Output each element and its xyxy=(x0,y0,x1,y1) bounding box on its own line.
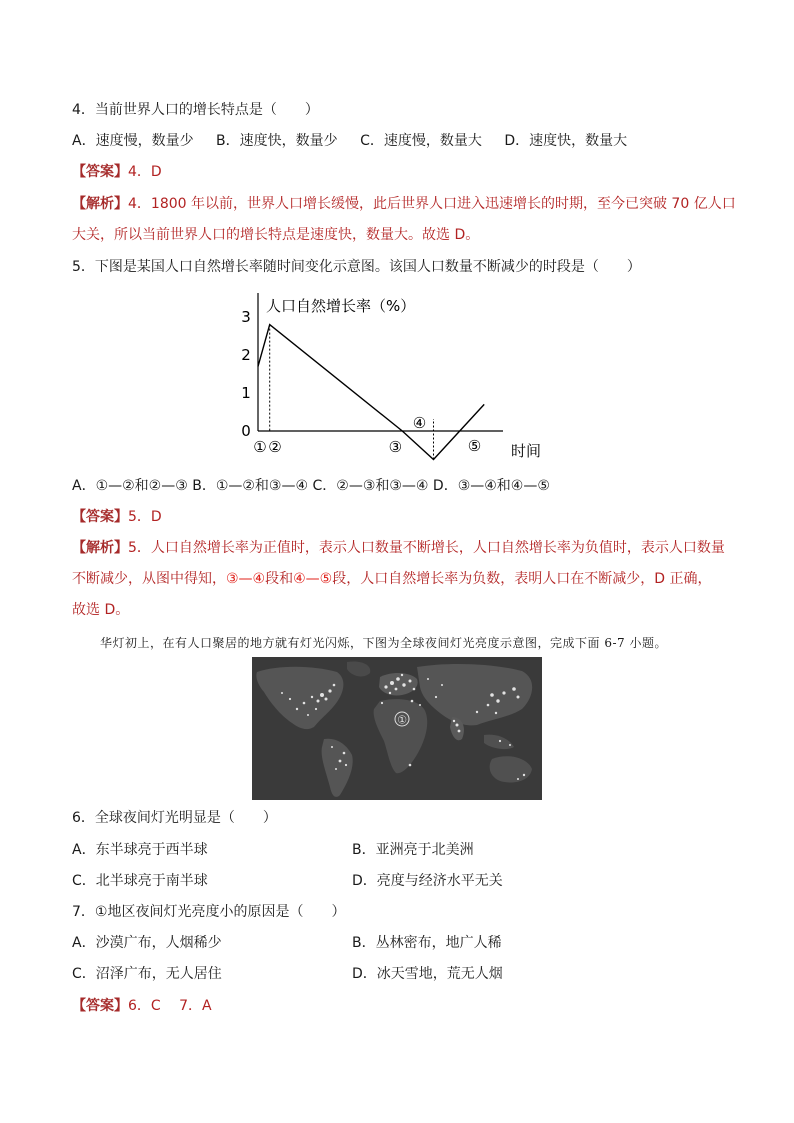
q6-option-a[interactable]: A．东半球亮于西半球 xyxy=(72,842,208,858)
x-axis-label: 时间 xyxy=(511,442,542,460)
q5-analysis-1 xyxy=(72,538,725,558)
q6-7-answer xyxy=(72,996,212,1016)
q5-analysis-3: 故选 D。 xyxy=(72,602,130,618)
q5-options: A．①—②和②—③ B．①—②和③—④ C．②—③和③—④ D．③—④和④—⑤ xyxy=(72,478,550,494)
q5-question: 5．下图是某国人口自然增长率随时间变化示意图。该国人口数量不断减少的时段是（ ） xyxy=(72,259,641,275)
growth-rate-line xyxy=(258,325,484,460)
q4-analysis-1 xyxy=(72,194,736,214)
map-marker-label: ① xyxy=(397,713,407,727)
q5-period-3-4: ③—④ xyxy=(226,571,266,587)
y-tick-label: 3 xyxy=(241,308,251,326)
q4-analysis-text: 4．1800 年以前，世界人口增长缓慢，此后世界人口进入迅速增长的时期，至今已突破 70 亿人口 xyxy=(128,196,736,212)
y-tick-label: 2 xyxy=(241,346,251,364)
point-label: ④ xyxy=(412,414,427,432)
q7-option-d[interactable]: D．冰天雪地，荒无人烟 xyxy=(352,966,503,982)
q6-option-b[interactable]: B．亚洲亮于北美洲 xyxy=(352,842,474,858)
q5-analysis-text: 5．人口自然增长率为正值时，表示人口数量不断增长，人口自然增长率为负值时，表示人口数量 xyxy=(128,540,725,556)
q6-option-c[interactable]: C．北半球亮于南半球 xyxy=(72,873,208,889)
q4-option-b[interactable]: B．速度快，数量少 xyxy=(216,133,338,149)
night-lights-world-map xyxy=(252,657,542,800)
q7-option-a[interactable]: A．沙漠广布，人烟稀少 xyxy=(72,935,222,951)
answer-tag: 【答案】 xyxy=(72,509,128,525)
point-label: ⑤ xyxy=(467,437,482,455)
point-label: ② xyxy=(268,438,282,456)
q4-analysis-2: 大关，所以当前世界人口的增长特点是速度快，数量大。故选 D。 xyxy=(72,227,480,243)
q4-option-c[interactable]: C．速度慢，数量大 xyxy=(360,133,482,149)
answer-tag: 【答案】 xyxy=(72,998,128,1014)
q4-option-a[interactable]: A．速度慢，数量少 xyxy=(72,133,194,149)
q4-question: 4．当前世界人口的增长特点是（ ） xyxy=(72,102,319,118)
y-tick-label: 0 xyxy=(241,422,251,440)
q6-question: 6．全球夜间灯光明显是（ ） xyxy=(72,810,277,826)
point-label: ① xyxy=(253,438,267,456)
q5-answer xyxy=(72,507,162,527)
analysis-tag: 【解析】 xyxy=(72,540,128,556)
population-growth-chart xyxy=(235,285,555,465)
q5-period-4-5: ④—⑤ xyxy=(293,571,333,587)
q6-7-intro: 华灯初上，在有人口聚居的地方就有灯光闪烁，下图为全球夜间灯光亮度示意图，完成下面 6-7 小题。 xyxy=(100,636,667,650)
q7-option-b[interactable]: B．丛林密布，地广人稀 xyxy=(352,935,502,951)
q6-option-d[interactable]: D．亮度与经济水平无关 xyxy=(352,873,503,889)
q5-analysis-part: 段，人口自然增长率为负数，表明人口在不断减少，D 正确， xyxy=(332,571,712,587)
y-tick-label: 1 xyxy=(241,384,251,402)
q4-option-d[interactable]: D．速度快，数量大 xyxy=(504,133,628,149)
q4-answer-value: 4．D xyxy=(128,164,162,180)
q7-question: 7．①地区夜间灯光亮度小的原因是（ ） xyxy=(72,904,346,920)
q5-analysis-part: 不断减少，从图中得知， xyxy=(72,571,226,587)
point-label: ③ xyxy=(388,438,403,456)
q5-analysis-2 xyxy=(72,569,711,589)
y-axis-label: 人口自然增长率（%） xyxy=(266,297,416,315)
q4-options xyxy=(72,131,645,151)
answer-tag: 【答案】 xyxy=(72,164,128,180)
q4-answer xyxy=(72,162,162,182)
analysis-tag: 【解析】 xyxy=(72,196,128,212)
q6-7-answer-value: 6．C 7．A xyxy=(128,998,212,1014)
q5-analysis-part: 段和 xyxy=(265,571,294,587)
q5-answer-value: 5．D xyxy=(128,509,162,525)
q7-option-c[interactable]: C．沼泽广布，无人居住 xyxy=(72,966,222,982)
